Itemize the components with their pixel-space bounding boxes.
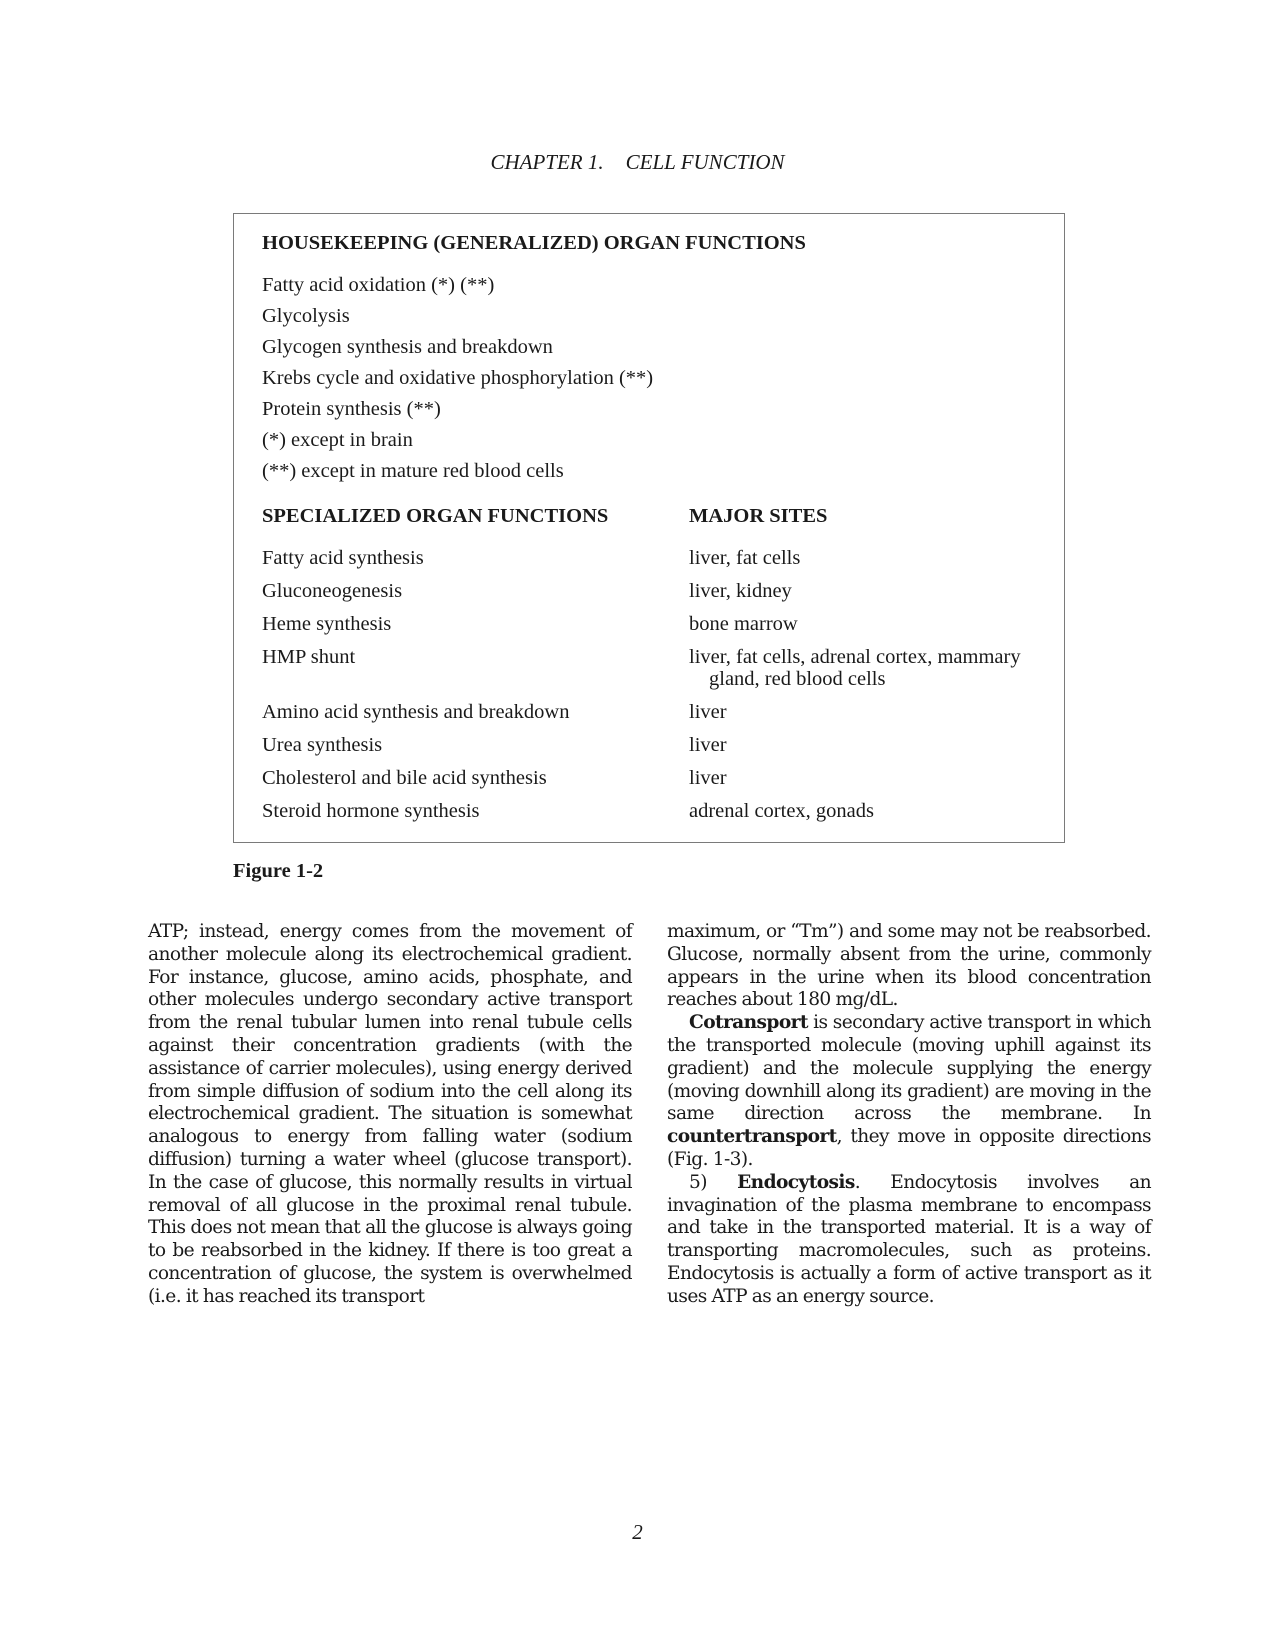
function-cell: Amino acid synthesis and breakdown [262,701,570,723]
paragraph-text: is secondary active transport in which the transported molecule (moving uphill against its gradient) and the molecule supplying the energy (moving downhill along its gradient) are moving in the same direction across the membrane. In [667,1012,1151,1125]
term-endocytosis: Endocytosis [737,1171,855,1193]
paragraph: ATP; instead, energy comes from the movement of another molecule along its electrochemical gradient. For instance, glucose, amino acids, phosphate, and other molecules undergo secondary active transport from the renal tubular lumen into renal tubule cells against their concentration gradients (with the assistance of carrier molecules), using energy derived from simple diffusion of sodium into the cell along its electrochemical gradient. The situation is somewhat analogous to energy from falling water (sodium diffusion) turning a water wheel (glucose transport). In the case of glucose, this normally results in virtual removal of all glucose in the proximal renal tubule. This does not mean that all the glucose is always going to be reabsorbed in the kidney. If there is too great a concentration of glucose, the system is overwhelmed (i.e. it has reached its transport [148,921,632,1307]
housekeeping-list [262,270,1044,487]
body-column-right [667,921,1151,1309]
housekeeping-item: Krebs cycle and oxidative phosphorylation (**) [262,367,654,389]
sites-cell: adrenal cortex, gonads [689,800,874,822]
housekeeping-item: Glycolysis [262,305,350,327]
table-row [262,580,1044,602]
function-cell: Heme synthesis [262,613,392,635]
function-cell: HMP shunt [262,646,356,668]
paragraph-cotransport [667,1012,1151,1172]
paragraph-text: , they move in opposite directions (Fig. 1-3). [667,1126,1151,1170]
housekeeping-item: Fatty acid oxidation (*) (**) [262,274,495,296]
function-cell: Steroid hormone synthesis [262,800,480,822]
function-cell: Urea synthesis [262,734,383,756]
table-row [262,613,1044,635]
sites-cell: liver, fat cells [689,547,801,569]
sites-header: MAJOR SITES [689,505,828,527]
specialized-table [262,547,1044,822]
sites-cell: liver, kidney [689,580,792,602]
specialized-header-row [262,501,1044,531]
figure-box [233,213,1065,843]
table-row [262,701,1044,723]
specialized-header: SPECIALIZED ORGAN FUNCTIONS [262,505,609,527]
table-row [262,646,1044,690]
sites-cell: liver [689,767,727,789]
table-row [262,767,1044,789]
running-head [0,150,1275,175]
figure-caption: Figure 1-2 [233,860,324,882]
sites-cell: bone marrow [689,613,798,635]
page-number: 2 [632,1520,643,1544]
chapter-label: CHAPTER 1. [490,150,604,174]
term-cotransport: Cotransport [689,1012,808,1034]
function-cell: Gluconeogenesis [262,580,403,602]
footnote: (**) except in mature red blood cells [262,460,564,482]
paragraph: maximum, or “Tm”) and some may not be reabsorbed. Glucose, normally absent from the urine, commonly appears in the urine when its blood concentration reaches about 180 mg/dL. [667,921,1151,1011]
function-cell: Fatty acid synthesis [262,547,424,569]
paragraph-text: . Endocytosis involves an invagination of the plasma membrane to encompass and take in the transported material. It is a way of transporting macromolecules, such as proteins. Endocytosis is actually a form of active transport as it uses ATP as an energy source. [667,1171,1151,1307]
chapter-title: CELL FUNCTION [625,150,785,174]
table-row [262,800,1044,822]
body-column-left [148,921,632,1309]
function-cell: Cholesterol and bile acid synthesis [262,767,547,789]
housekeeping-item: Glycogen synthesis and breakdown [262,336,553,358]
housekeeping-item: Protein synthesis (**) [262,398,441,420]
sites-cell: liver, fat cells, adrenal cortex, mammary gland, red blood cells [689,646,1021,690]
table-row [262,547,1044,569]
housekeeping-title: HOUSEKEEPING (GENERALIZED) ORGAN FUNCTIONS [262,232,806,254]
list-number: 5) [689,1171,738,1193]
term-countertransport: countertransport [667,1126,837,1148]
sites-cell: liver [689,701,727,723]
sites-cell: liver [689,734,727,756]
table-row [262,734,1044,756]
footnote: (*) except in brain [262,429,413,451]
paragraph-endocytosis [667,1172,1151,1309]
